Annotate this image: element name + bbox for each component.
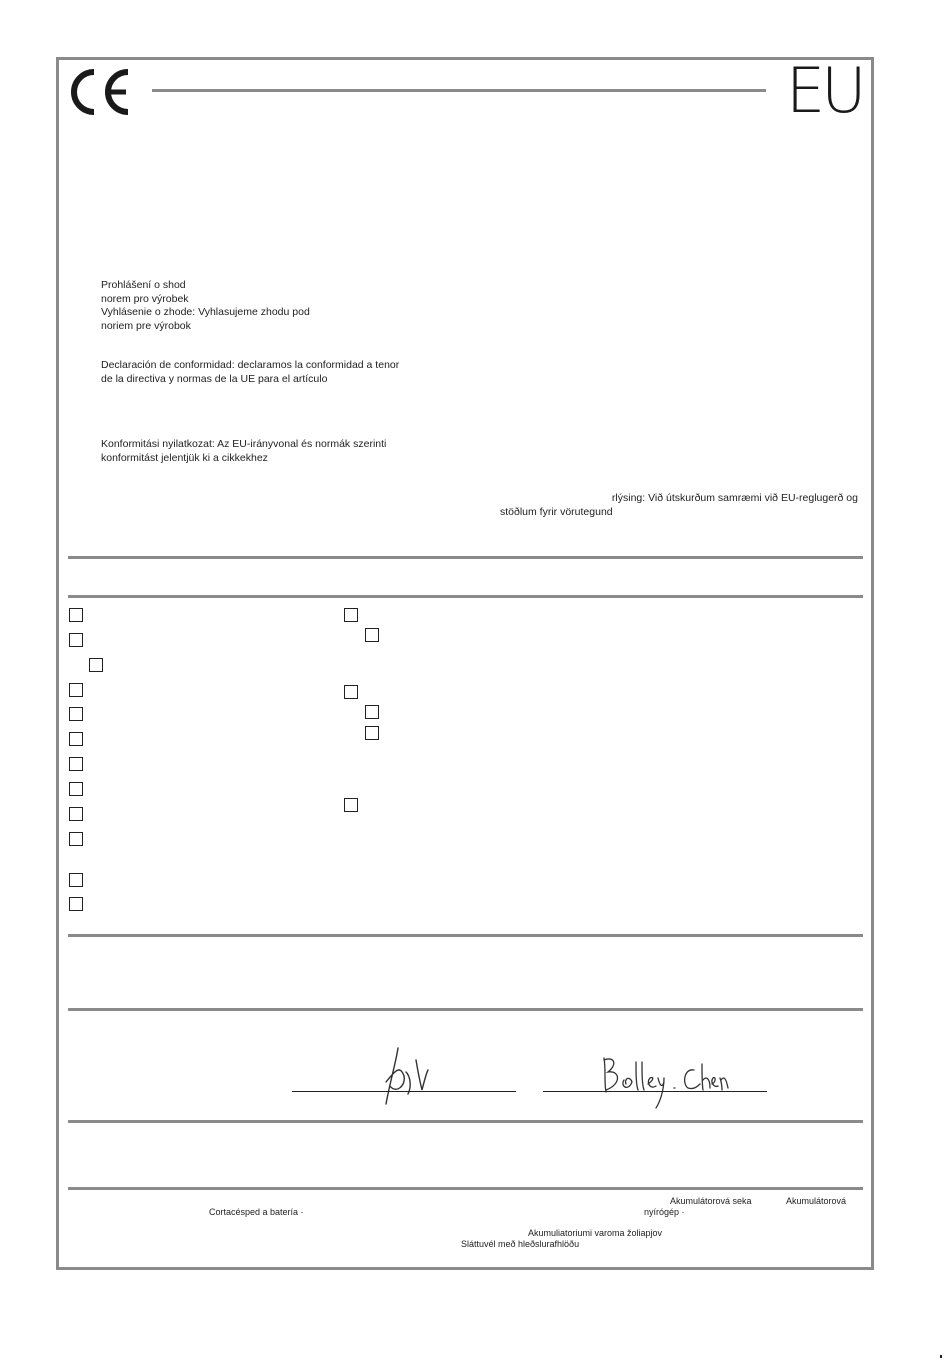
product-name: Sláttuvél með hleðslurafhlöðu xyxy=(461,1239,580,1249)
checkbox[interactable] xyxy=(69,897,83,911)
document-frame xyxy=(56,54,874,1270)
ce-mark-logo xyxy=(66,68,136,116)
signature-line-left xyxy=(292,1091,516,1092)
section-rule xyxy=(68,1120,863,1123)
section-rule xyxy=(68,934,863,937)
declaration-icelandic xyxy=(500,492,858,519)
declaration-line: Declaración de conformidad: declaramos la conformidad a tenor xyxy=(101,359,400,371)
eu-mark: EU xyxy=(786,54,863,127)
section-rule xyxy=(68,595,863,598)
declaration-line: rlýsing: Við útskurðum samræmi við EU-reglugerð og xyxy=(611,492,858,504)
checkbox[interactable] xyxy=(365,628,379,642)
checkbox[interactable] xyxy=(69,683,83,697)
checkbox[interactable] xyxy=(365,705,379,719)
declaration-czech-slovak xyxy=(101,279,310,333)
checkbox[interactable] xyxy=(69,633,83,647)
checkbox[interactable] xyxy=(69,807,83,821)
declaration-line: de la directiva y normas de la UE para el artículo xyxy=(101,372,328,385)
product-name: Akumulátorová seka xyxy=(670,1196,752,1206)
checkbox[interactable] xyxy=(344,685,358,699)
page-mark xyxy=(940,1355,942,1358)
declaration-spanish xyxy=(101,359,399,386)
product-name: Akumuliatoriumi varoma žoliapjov xyxy=(528,1228,663,1238)
checkbox[interactable] xyxy=(344,608,358,622)
section-rule xyxy=(68,1008,863,1011)
checkbox[interactable] xyxy=(89,658,103,672)
declaration-hungarian xyxy=(101,438,386,465)
section-rule xyxy=(68,1187,863,1190)
checkbox[interactable] xyxy=(69,608,83,622)
declaration-line: noriem pre výrobok xyxy=(101,319,191,332)
signature-right xyxy=(598,1050,730,1110)
checkbox[interactable] xyxy=(69,782,83,796)
product-name: nyírógép · xyxy=(644,1207,685,1217)
signature-left xyxy=(376,1042,436,1110)
declaration-line: Konformitási nyilatkozat: Az EU-irányvonal és normák szerinti xyxy=(101,438,387,450)
declaration-line: stöðlum fyrir vörutegund xyxy=(500,505,613,518)
declaration-line: Vyhlásenie o zhode: Vyhlasujeme zhodu pod xyxy=(101,306,310,318)
checkbox[interactable] xyxy=(69,832,83,846)
declaration-line: norem pro výrobek xyxy=(101,292,189,305)
declaration-line: konformitást jelentjük ki a cikkekhez xyxy=(101,451,268,464)
checkbox[interactable] xyxy=(69,757,83,771)
product-name: Cortacésped a batería · xyxy=(209,1207,304,1217)
checkbox[interactable] xyxy=(69,707,83,721)
section-rule xyxy=(68,556,863,559)
declaration-line: Prohlášení o shod xyxy=(101,279,186,291)
checkbox[interactable] xyxy=(344,798,358,812)
header-rule xyxy=(152,89,766,92)
checkbox[interactable] xyxy=(365,726,379,740)
signature-line-right xyxy=(543,1091,767,1092)
checkbox[interactable] xyxy=(69,873,83,887)
checkbox[interactable] xyxy=(69,732,83,746)
product-name: Akumulátorová xyxy=(786,1196,847,1206)
